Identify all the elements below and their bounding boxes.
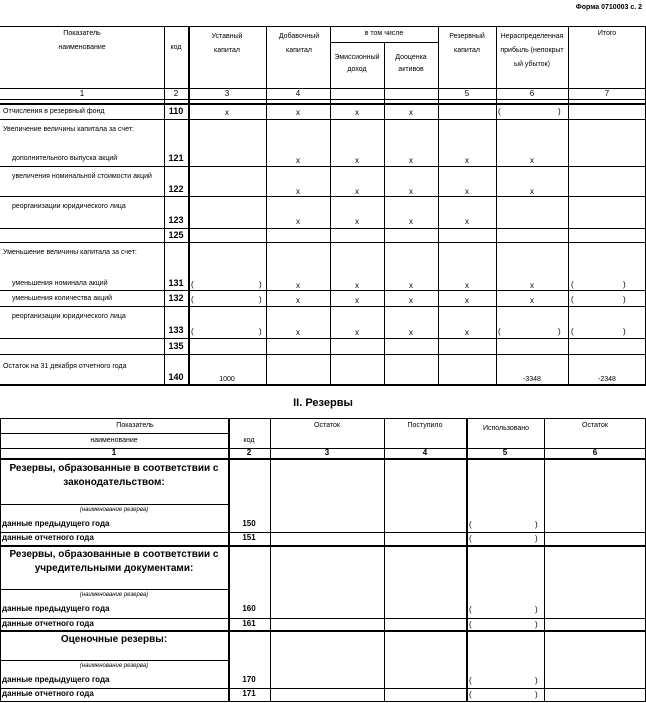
x-mark: x [355, 108, 359, 117]
col-number: 5 [464, 89, 470, 98]
prev-year-code: 150 [242, 519, 256, 528]
col-number: 4 [295, 89, 301, 98]
paren-close: ) [535, 620, 538, 629]
x-mark: x [355, 156, 359, 165]
row-label-increase: Увеличение величины капитала за счет: [3, 126, 134, 133]
row-label-131: уменьшения номинала акций [12, 280, 108, 287]
prev-year-label: данные предыдущего года [2, 604, 110, 613]
row-code: 125 [168, 230, 184, 240]
header-indicator: Показатель [63, 30, 101, 37]
x-mark: x [409, 296, 413, 305]
row-label-121: дополнительного выпуска акций [12, 155, 118, 162]
col-number: 6 [529, 89, 535, 98]
x-mark: x [530, 296, 534, 305]
x-mark: x [465, 281, 469, 290]
paren-open: ( [191, 295, 194, 304]
curr-year-label: данные отчетного года [2, 533, 94, 542]
prev-year-label: данные предыдущего года [2, 519, 110, 528]
col-number: 2 [246, 448, 252, 457]
col-number: 1 [111, 448, 117, 457]
group-hint: (наименование резерва) [79, 507, 149, 513]
col-number: 3 [324, 448, 330, 457]
group-hint: (наименование резерва) [79, 663, 149, 669]
paren-open: ( [191, 280, 194, 289]
paren-open: ( [469, 620, 472, 629]
paren-close: ) [535, 520, 538, 529]
group-title: Резервы, образованные в соответствии с учредительными документами: [9, 549, 219, 574]
x-mark: x [465, 217, 469, 226]
x-mark: x [465, 328, 469, 337]
row-code: 133 [168, 325, 184, 335]
row-label-123: реорганизации юридического лица [12, 203, 126, 210]
row-code: 131 [168, 278, 184, 288]
x-mark: x [409, 108, 413, 117]
col-number: 1 [79, 89, 85, 98]
reserves-header-balance-end: Остаток [582, 422, 608, 429]
reserves-header-name: наименование [90, 437, 138, 444]
x-mark: x [296, 217, 300, 226]
paren-close: ) [259, 327, 262, 336]
paren-open: ( [498, 107, 501, 116]
paren-close: ) [558, 107, 561, 116]
paren-open: ( [469, 534, 472, 543]
balance-total: -2348 [598, 376, 616, 383]
curr-year-code: 151 [242, 533, 256, 542]
paren-open: ( [469, 520, 472, 529]
x-mark: x [355, 296, 359, 305]
x-mark: x [465, 156, 469, 165]
x-mark: x [409, 217, 413, 226]
row-label-110: Отчисления в резервный фонд [3, 108, 105, 115]
x-mark: x [355, 328, 359, 337]
x-mark: x [355, 217, 359, 226]
row-code: 132 [168, 293, 184, 303]
group-hint: (наименование резерва) [79, 592, 149, 598]
x-mark: x [409, 328, 413, 337]
paren-close: ) [535, 690, 538, 699]
header-reserve: Резервный капитал [449, 33, 485, 54]
paren-close: ) [259, 295, 262, 304]
x-mark: x [409, 281, 413, 290]
col-number: 4 [422, 448, 428, 457]
paren-open: ( [469, 676, 472, 685]
reserves-header-received: Поступило [407, 422, 443, 429]
curr-year-code: 171 [242, 689, 256, 698]
header-additional: Добавочный капитал [278, 33, 320, 54]
x-mark: x [296, 281, 300, 290]
prev-year-label: данные предыдущего года [2, 675, 110, 684]
paren-close: ) [623, 280, 626, 289]
row-label-140: Остаток на 31 декабря отчетного года [3, 363, 127, 370]
col-number: 2 [173, 89, 179, 98]
reserves-header-balance-start: Остаток [314, 422, 340, 429]
paren-open: ( [469, 690, 472, 699]
curr-year-code: 161 [242, 619, 256, 628]
x-mark: x [296, 156, 300, 165]
row-code: 122 [168, 184, 184, 194]
header-name: наименование [58, 44, 106, 51]
form-reference: Форма 0710003 с. 2 [575, 4, 642, 11]
paren-open: ( [571, 280, 574, 289]
header-revaluation: Дооценка активов [395, 54, 427, 73]
x-mark: x [409, 187, 413, 196]
reserves-header-code: код [243, 437, 255, 444]
reserves-header-indicator: Показатель [116, 422, 154, 429]
row-code: 123 [168, 215, 184, 225]
balance-retained: -3348 [523, 376, 541, 383]
col-number: 5 [502, 448, 508, 457]
row-label-122: увеличения номинальной стоимости акций [12, 173, 152, 180]
col-number: 3 [224, 89, 230, 98]
header-emission: Эмиссионный доход [334, 54, 380, 73]
col-number: 6 [592, 448, 598, 457]
x-mark: x [296, 187, 300, 196]
prev-year-code: 170 [242, 675, 256, 684]
header-retained: Нераспределенная прибыль (непокрытый убыток) [500, 33, 564, 68]
x-mark: x [355, 187, 359, 196]
x-mark: x [530, 281, 534, 290]
paren-close: ) [535, 605, 538, 614]
balance-charter: 1000 [219, 376, 235, 383]
curr-year-label: данные отчетного года [2, 619, 94, 628]
paren-open: ( [571, 295, 574, 304]
x-mark: x [409, 156, 413, 165]
col-number: 7 [604, 89, 610, 98]
paren-open: ( [469, 605, 472, 614]
section-title: II. Резервы [293, 397, 353, 409]
row-label-132: уменьшения количества акций [12, 295, 113, 302]
row-code: 121 [168, 153, 184, 163]
x-mark: x [296, 296, 300, 305]
x-mark: x [355, 281, 359, 290]
x-mark: x [465, 187, 469, 196]
x-mark: x [296, 108, 300, 117]
paren-close: ) [259, 280, 262, 289]
x-mark: x [530, 187, 534, 196]
paren-close: ) [535, 534, 538, 543]
reserves-header-used: Использовано [482, 425, 530, 432]
group-title: Оценочные резервы: [60, 634, 168, 645]
row-label-133: реорганизации юридического лица [12, 313, 126, 320]
paren-open: ( [571, 327, 574, 336]
x-mark: x [530, 156, 534, 165]
header-code: код [170, 44, 182, 51]
header-total: Итого [597, 30, 617, 37]
x-mark: x [225, 108, 229, 117]
row-code: 110 [168, 106, 184, 116]
x-mark: x [465, 296, 469, 305]
paren-close: ) [623, 327, 626, 336]
x-mark: x [296, 328, 300, 337]
row-label-decrease: Уменьшение величины капитала за счет: [3, 249, 137, 256]
row-code: 135 [168, 341, 184, 351]
header-charter: Уставный капитал [211, 33, 243, 54]
paren-close: ) [558, 327, 561, 336]
curr-year-label: данные отчетного года [2, 689, 94, 698]
paren-close: ) [623, 295, 626, 304]
paren-open: ( [498, 327, 501, 336]
paren-close: ) [535, 676, 538, 685]
prev-year-code: 160 [242, 604, 256, 613]
group-title: Резервы, образованные в соответствии с законодательством: [9, 463, 219, 488]
paren-open: ( [191, 327, 194, 336]
row-code: 140 [168, 372, 184, 382]
header-incl: в том числе [364, 30, 404, 37]
